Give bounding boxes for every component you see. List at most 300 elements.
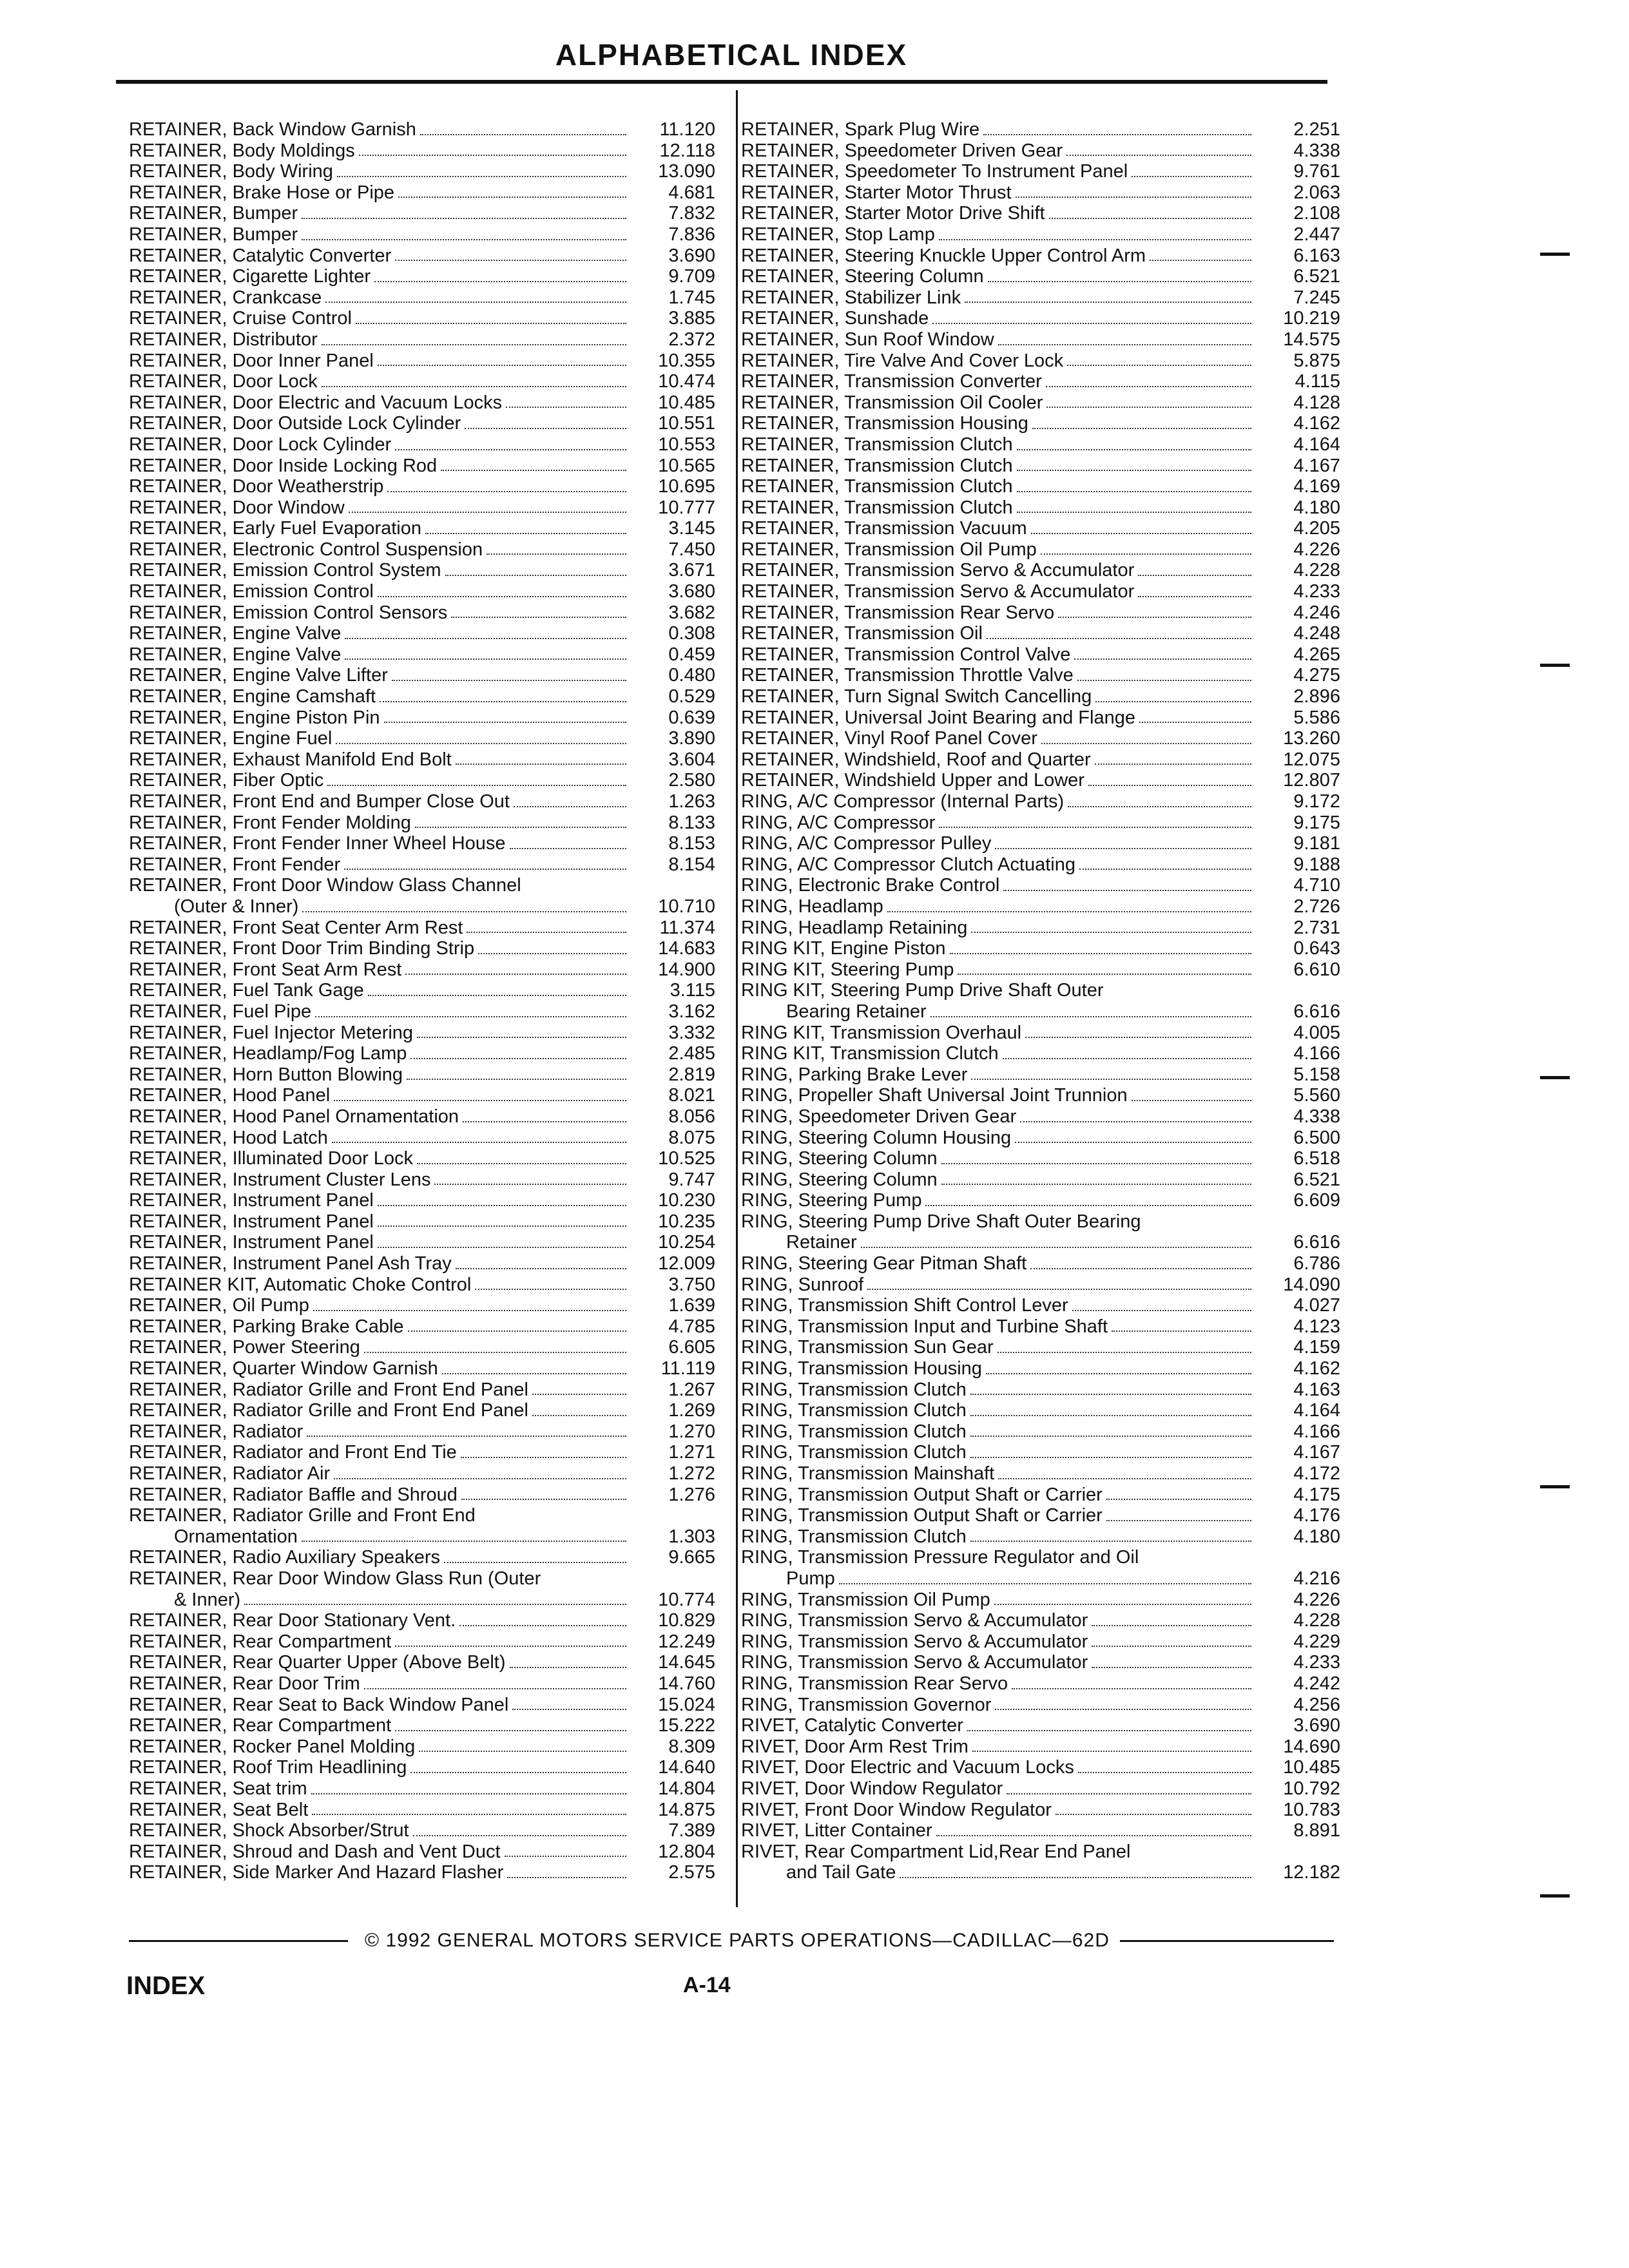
entry-name: RETAINER, Catalytic Converter: [129, 245, 392, 266]
entry-page: 8.133: [668, 812, 715, 833]
entry-page: 1.272: [668, 1463, 715, 1484]
entry-name: RING, A/C Compressor Pulley: [741, 833, 992, 854]
entry-name-wrap: [741, 1631, 1255, 1653]
dot-leader: [1066, 155, 1251, 156]
entry-name-wrap: [129, 686, 630, 707]
entry-page: 10.474: [658, 371, 715, 392]
dot-leader: [451, 617, 626, 618]
dot-leader: [970, 1457, 1251, 1458]
index-entry: [741, 1862, 1340, 1883]
entry-page: 1.267: [668, 1379, 715, 1400]
index-entry: [741, 938, 1340, 959]
entry-name-wrap: [129, 1148, 630, 1169]
index-entry: [129, 371, 715, 392]
entry-name: RETAINER, Front End and Bumper Close Out: [129, 791, 510, 812]
dot-leader: [1132, 176, 1251, 177]
entry-page: 14.640: [658, 1757, 715, 1778]
right-column: [741, 119, 1340, 1883]
dot-leader: [939, 239, 1251, 240]
page-number: A-14: [683, 1973, 731, 1997]
dot-leader: [302, 911, 626, 912]
dot-leader: [861, 1247, 1251, 1248]
entry-name-wrap: [741, 497, 1255, 519]
entry-name: RING, Transmission Clutch: [741, 1442, 967, 1463]
entry-name-wrap: [741, 1358, 1255, 1379]
entry-page: 0.639: [668, 707, 715, 728]
index-entry: [741, 1064, 1340, 1086]
entry-name: RETAINER, Door Electric and Vacuum Locks: [129, 392, 503, 413]
dot-leader: [244, 1604, 626, 1605]
entry-page: 10.777: [658, 497, 715, 518]
entry-name-wrap: [129, 728, 630, 749]
index-entry: [129, 1590, 715, 1611]
dot-leader: [545, 1583, 626, 1584]
index-entry: [741, 1526, 1340, 1548]
entry-name-wrap: [129, 1505, 630, 1526]
dot-leader: [1079, 869, 1251, 870]
dot-leader: [456, 764, 626, 765]
index-entry: [741, 1085, 1340, 1106]
entry-name: RETAINER, Windshield, Roof and Quarter: [741, 749, 1091, 770]
entry-name: RETAINER, Electronic Control Suspension: [129, 539, 483, 560]
index-entry: [129, 351, 715, 372]
dot-leader: [510, 1667, 627, 1668]
index-entry: [129, 833, 715, 854]
index-entry: [129, 203, 715, 224]
margin-mark: [1540, 1894, 1570, 1898]
entry-name-wrap: [741, 749, 1255, 771]
dot-leader: [408, 1331, 626, 1332]
entry-name-wrap: [129, 959, 630, 981]
entry-page: 2.447: [1293, 224, 1340, 245]
entry-page: 6.163: [1293, 245, 1340, 266]
margin-mark: [1540, 1076, 1570, 1079]
entry-name-wrap: [741, 1190, 1255, 1211]
index-entry: [129, 1232, 715, 1253]
entry-name: RETAINER, Transmission Oil Pump: [741, 539, 1037, 560]
entry-name-wrap: [129, 1316, 630, 1338]
entry-name-wrap: [129, 1253, 630, 1274]
entry-name-wrap: [741, 1253, 1255, 1274]
entry-page: 4.167: [1293, 1442, 1340, 1463]
entry-name: Retainer: [786, 1232, 857, 1253]
index-entry: [741, 791, 1340, 812]
dot-leader: [311, 1793, 626, 1794]
entry-name: RETAINER, Cigarette Lighter: [129, 266, 371, 287]
dot-leader: [995, 1709, 1251, 1710]
entry-name: RETAINER, Body Wiring: [129, 161, 333, 182]
index-entry: [129, 896, 715, 918]
index-entry: [129, 1211, 715, 1233]
dot-leader: [1016, 197, 1251, 198]
entry-name-wrap: [741, 581, 1255, 602]
index-entry: [741, 1463, 1340, 1485]
index-entry: [129, 938, 715, 959]
entry-page: 4.123: [1293, 1316, 1340, 1337]
entry-name-wrap: [129, 833, 630, 854]
index-entry: [741, 665, 1340, 686]
entry-name-wrap: [741, 1001, 1255, 1023]
entry-name: RETAINER, Transmission Clutch: [741, 476, 1013, 497]
entry-name: RING KIT, Steering Pump Drive Shaft Outer: [741, 980, 1104, 1001]
index-entry: [741, 686, 1340, 707]
dot-leader: [395, 260, 626, 261]
entry-name-wrap: [741, 1400, 1255, 1421]
dot-leader: [1017, 491, 1251, 492]
entry-name: RIVET, Front Door Window Regulator: [741, 1799, 1052, 1820]
entry-name: RIVET, Litter Container: [741, 1820, 932, 1841]
index-entry: [129, 1463, 715, 1485]
entry-name-wrap: [129, 1106, 630, 1128]
entry-name-wrap: [129, 1590, 630, 1611]
dot-leader: [983, 134, 1251, 135]
index-entry: [129, 1358, 715, 1379]
entry-name-wrap: [129, 1800, 630, 1821]
entry-name-wrap: [129, 1526, 630, 1548]
dot-leader: [378, 1205, 626, 1206]
entry-name-wrap: [741, 351, 1255, 372]
entry-name: RING, Transmission Servo & Accumulator: [741, 1652, 1088, 1673]
entry-name-wrap: [129, 1001, 630, 1023]
entry-name-wrap: [129, 161, 630, 182]
entry-name-wrap: [129, 1568, 630, 1590]
entry-page: 2.731: [1293, 917, 1340, 938]
entry-page: 2.063: [1293, 182, 1340, 203]
index-entry: [129, 1379, 715, 1401]
dot-leader: [344, 869, 626, 870]
index-entry: [741, 581, 1340, 602]
footer-rule-left: [129, 1940, 348, 1942]
entry-page: 4.785: [668, 1316, 715, 1337]
entry-name: RING, Transmission Pressure Regulator and Oil: [741, 1547, 1139, 1568]
entry-name-wrap: [129, 1337, 630, 1358]
entry-name: RETAINER, Instrument Panel: [129, 1211, 374, 1232]
entry-name: RETAINER, Transmission Converter: [741, 371, 1042, 392]
index-entry: [741, 1274, 1340, 1296]
entry-page: 3.145: [668, 518, 715, 539]
entry-name-wrap: [741, 1169, 1255, 1191]
entry-name: RETAINER, Transmission Vacuum: [741, 518, 1027, 539]
dot-leader: [1095, 701, 1251, 702]
entry-name: RETAINER, Transmission Throttle Valve: [741, 665, 1074, 686]
dot-leader: [1088, 785, 1251, 786]
entry-page: 4.169: [1293, 476, 1340, 497]
dot-leader: [971, 932, 1251, 933]
entry-name: RETAINER, Emission Control Sensors: [129, 602, 448, 623]
entry-name: RETAINER, Brake Hose or Pipe: [129, 182, 395, 203]
entry-name-wrap: [741, 770, 1255, 791]
index-entry: [741, 980, 1340, 1001]
entry-page: 10.792: [1283, 1778, 1340, 1799]
entry-name: RETAINER, Rear Compartment: [129, 1715, 392, 1736]
entry-name: RING, Headlamp Retaining: [741, 917, 968, 938]
entry-name: RETAINER, Windshield Upper and Lower: [741, 770, 1084, 791]
entry-name-wrap: [129, 1128, 630, 1149]
entry-name: RING, Transmission Governor: [741, 1694, 992, 1715]
entry-name: RETAINER, Front Fender: [129, 854, 341, 875]
entry-page: 4.164: [1293, 1400, 1340, 1421]
entry-name: RETAINER, Roof Trim Headlining: [129, 1757, 407, 1778]
entry-name-wrap: [129, 1169, 630, 1191]
entry-name: RETAINER, Door Inner Panel: [129, 350, 374, 371]
dot-leader: [334, 1478, 626, 1479]
dot-leader: [407, 1079, 626, 1080]
index-entry: [129, 1715, 715, 1736]
entry-name-wrap: [741, 245, 1255, 267]
entry-name: RETAINER, Early Fuel Evaporation: [129, 518, 421, 539]
entry-name: RETAINER, Speedometer Driven Gear: [741, 140, 1063, 161]
entry-name: RETAINER, Front Door Trim Binding Strip: [129, 938, 475, 959]
entry-name: RETAINER, Transmission Control Valve: [741, 644, 1071, 665]
dot-leader: [1138, 596, 1251, 597]
dot-leader: [506, 407, 626, 408]
entry-name-wrap: [741, 456, 1255, 477]
dot-leader: [332, 1142, 626, 1143]
entry-name-wrap: [129, 1547, 630, 1568]
dot-leader: [378, 1247, 626, 1248]
entry-name: RETAINER, Door Lock: [129, 371, 318, 392]
index-entry: [741, 749, 1340, 771]
entry-name-wrap: [741, 791, 1255, 812]
dot-leader: [965, 302, 1251, 303]
dot-leader: [1077, 680, 1251, 681]
entry-page: 4.710: [1293, 875, 1340, 896]
index-entry: [741, 896, 1340, 918]
index-entry: [129, 1800, 715, 1821]
dot-leader: [988, 281, 1251, 282]
entry-name-wrap: [129, 456, 630, 477]
entry-name: RING, Transmission Rear Servo: [741, 1673, 1008, 1694]
entry-name: RETAINER, Fuel Pipe: [129, 1001, 312, 1022]
entry-name: RIVET, Rear Compartment Lid,Rear End Panel: [741, 1841, 1131, 1862]
dot-leader: [512, 1709, 626, 1710]
entry-name: RETAINER, Sunshade: [741, 308, 929, 329]
dot-leader: [459, 1625, 626, 1626]
entry-name: RETAINER, Steering Knuckle Upper Control Arm: [741, 245, 1146, 266]
dot-leader: [419, 1751, 626, 1752]
dot-leader: [1012, 1688, 1251, 1689]
entry-name-wrap: [741, 728, 1255, 749]
dot-leader: [461, 1499, 626, 1500]
entry-page: 10.485: [658, 392, 715, 413]
entry-page: 8.309: [668, 1736, 715, 1757]
dot-leader: [380, 701, 626, 702]
entry-page: 5.560: [1293, 1085, 1340, 1106]
entry-page: 4.167: [1293, 455, 1340, 476]
entry-name: (Outer & Inner): [174, 896, 299, 917]
entry-name-wrap: [129, 1295, 630, 1316]
entry-name: RETAINER, Transmission Clutch: [741, 455, 1013, 476]
dot-leader: [970, 1436, 1251, 1437]
entry-name: RETAINER, Engine Piston Pin: [129, 707, 380, 728]
entry-page: 0.480: [668, 665, 715, 686]
dot-leader: [1055, 1814, 1251, 1815]
entry-name-wrap: [741, 1547, 1255, 1568]
entry-name-wrap: [129, 266, 630, 287]
entry-name-wrap: [741, 1568, 1255, 1590]
entry-name-wrap: [129, 749, 630, 771]
entry-name-wrap: [741, 1023, 1255, 1044]
entry-page: 14.900: [658, 959, 715, 980]
entry-name: RETAINER, Radiator Grille and Front End: [129, 1505, 476, 1526]
entry-page: 8.075: [668, 1127, 715, 1148]
dot-leader: [525, 890, 626, 891]
index-entry: [129, 1043, 715, 1064]
entry-name-wrap: [129, 854, 630, 876]
entry-page: 4.681: [668, 182, 715, 203]
index-entry: [741, 245, 1340, 267]
entry-page: 4.176: [1293, 1505, 1340, 1526]
index-entry: [741, 1400, 1340, 1421]
entry-page: 1.303: [668, 1526, 715, 1547]
index-entry: [129, 266, 715, 287]
entry-name-wrap: [741, 854, 1255, 876]
dot-leader: [337, 176, 626, 177]
index-entry: [129, 1190, 715, 1211]
entry-page: 14.804: [658, 1778, 715, 1799]
dot-leader: [932, 323, 1251, 324]
entry-page: 13.090: [658, 161, 715, 182]
dot-leader: [410, 1058, 626, 1059]
entry-page: 3.680: [668, 581, 715, 602]
entry-page: 10.695: [658, 476, 715, 497]
entry-page: 9.709: [668, 266, 715, 287]
entry-name: RETAINER KIT, Automatic Choke Control: [129, 1274, 472, 1295]
entry-name-wrap: [741, 1526, 1255, 1548]
index-entry: [741, 1001, 1340, 1023]
entry-page: 14.690: [1283, 1736, 1340, 1757]
entry-name-wrap: [129, 1610, 630, 1631]
entry-page: 14.875: [658, 1799, 715, 1820]
entry-page: 10.525: [658, 1148, 715, 1169]
index-entry: [129, 224, 715, 245]
index-entry: [741, 351, 1340, 372]
entry-name-wrap: [129, 1778, 630, 1800]
entry-page: 9.175: [1293, 812, 1340, 833]
index-entry: [741, 1800, 1340, 1821]
dot-leader: [1003, 1058, 1251, 1059]
entry-page: 6.521: [1293, 266, 1340, 287]
dot-leader: [967, 1730, 1251, 1731]
index-entry: [741, 476, 1340, 497]
dot-leader: [356, 323, 626, 324]
index-entry: [129, 959, 715, 981]
index-entry: [741, 1652, 1340, 1673]
entry-name: RETAINER, Radiator Grille and Front End Panel: [129, 1379, 529, 1400]
dot-leader: [1092, 1667, 1251, 1668]
dot-leader: [1078, 1772, 1251, 1773]
dot-leader: [998, 1352, 1251, 1353]
entry-name-wrap: [129, 476, 630, 497]
entry-name: RETAINER, Sun Roof Window: [741, 329, 994, 350]
entry-page: 5.586: [1293, 707, 1340, 728]
entry-name: RETAINER, Transmission Clutch: [741, 434, 1013, 455]
entry-page: 10.355: [658, 350, 715, 371]
entry-name-wrap: [741, 1695, 1255, 1716]
index-entry: [741, 1169, 1340, 1191]
index-entry: [741, 224, 1340, 245]
dot-leader: [461, 1457, 626, 1458]
dot-leader: [1072, 1310, 1251, 1311]
entry-name: RING, Propeller Shaft Universal Joint Trunnion: [741, 1085, 1128, 1106]
entry-page: 12.075: [1283, 749, 1340, 770]
entry-name-wrap: [741, 896, 1255, 918]
entry-page: 6.521: [1293, 1169, 1340, 1190]
index-entry: [741, 1485, 1340, 1506]
entry-page: 8.891: [1293, 1820, 1340, 1841]
entry-name: RETAINER, Body Moldings: [129, 140, 355, 161]
entry-name-wrap: [129, 1211, 630, 1233]
entry-page: 5.875: [1293, 350, 1340, 371]
index-entry: [129, 413, 715, 434]
entry-name-wrap: [741, 1106, 1255, 1128]
entry-page: 3.682: [668, 602, 715, 623]
entry-name-wrap: [741, 1421, 1255, 1443]
index-entry: [129, 1485, 715, 1506]
index-entry: [741, 392, 1340, 414]
entry-page: 10.235: [658, 1211, 715, 1232]
dot-leader: [987, 638, 1251, 639]
entry-name-wrap: [129, 1485, 630, 1506]
entry-name-wrap: [129, 581, 630, 602]
index-entry: [741, 918, 1340, 939]
index-entry: [741, 707, 1340, 729]
entry-name: RING, Transmission Sun Gear: [741, 1337, 994, 1358]
index-entry: [741, 602, 1340, 624]
entry-name-wrap: [129, 287, 630, 309]
index-entry: [129, 1274, 715, 1296]
entry-name-wrap: [129, 1442, 630, 1463]
dot-leader: [442, 1373, 626, 1374]
index-entry: [741, 1358, 1340, 1379]
entry-name: RETAINER, Fiber Optic: [129, 770, 324, 791]
entry-name-wrap: [129, 1463, 630, 1485]
index-entry: [129, 581, 715, 602]
entry-page: 6.616: [1293, 1001, 1340, 1022]
dot-leader: [420, 134, 626, 135]
entry-name-wrap: [129, 1064, 630, 1086]
entry-name-wrap: [741, 938, 1255, 959]
entry-name-wrap: [741, 308, 1255, 329]
entry-name: RETAINER, Speedometer To Instrument Panel: [741, 161, 1128, 182]
entry-name: Bearing Retainer: [786, 1001, 927, 1022]
index-entry: [741, 1190, 1340, 1211]
index-entry: [741, 770, 1340, 791]
entry-page: 7.832: [668, 203, 715, 224]
entry-name-wrap: [129, 351, 630, 372]
index-entry: [129, 1001, 715, 1023]
dot-leader: [1106, 1499, 1251, 1500]
entry-name: RING, Transmission Input and Turbine Shaft: [741, 1316, 1108, 1337]
entry-name: RETAINER, Transmission Servo & Accumulator: [741, 560, 1135, 581]
dot-leader: [925, 1205, 1251, 1206]
entry-name-wrap: [741, 329, 1255, 351]
entry-name: RETAINER, Rear Door Trim: [129, 1673, 360, 1694]
entry-name: RETAINER, Engine Valve Lifter: [129, 665, 388, 686]
entry-page: 12.009: [658, 1253, 715, 1274]
entry-name-wrap: [741, 1442, 1255, 1463]
entry-name-wrap: [741, 539, 1255, 561]
entry-page: 0.529: [668, 686, 715, 707]
index-entry: [741, 1316, 1340, 1338]
dot-leader: [1046, 386, 1251, 387]
dot-leader: [395, 449, 626, 450]
entry-page: 11.119: [660, 1358, 715, 1379]
entry-name-wrap: [129, 560, 630, 581]
entry-name: RING KIT, Engine Piston: [741, 938, 946, 959]
dot-leader: [995, 848, 1251, 849]
entry-page: 10.553: [658, 434, 715, 455]
